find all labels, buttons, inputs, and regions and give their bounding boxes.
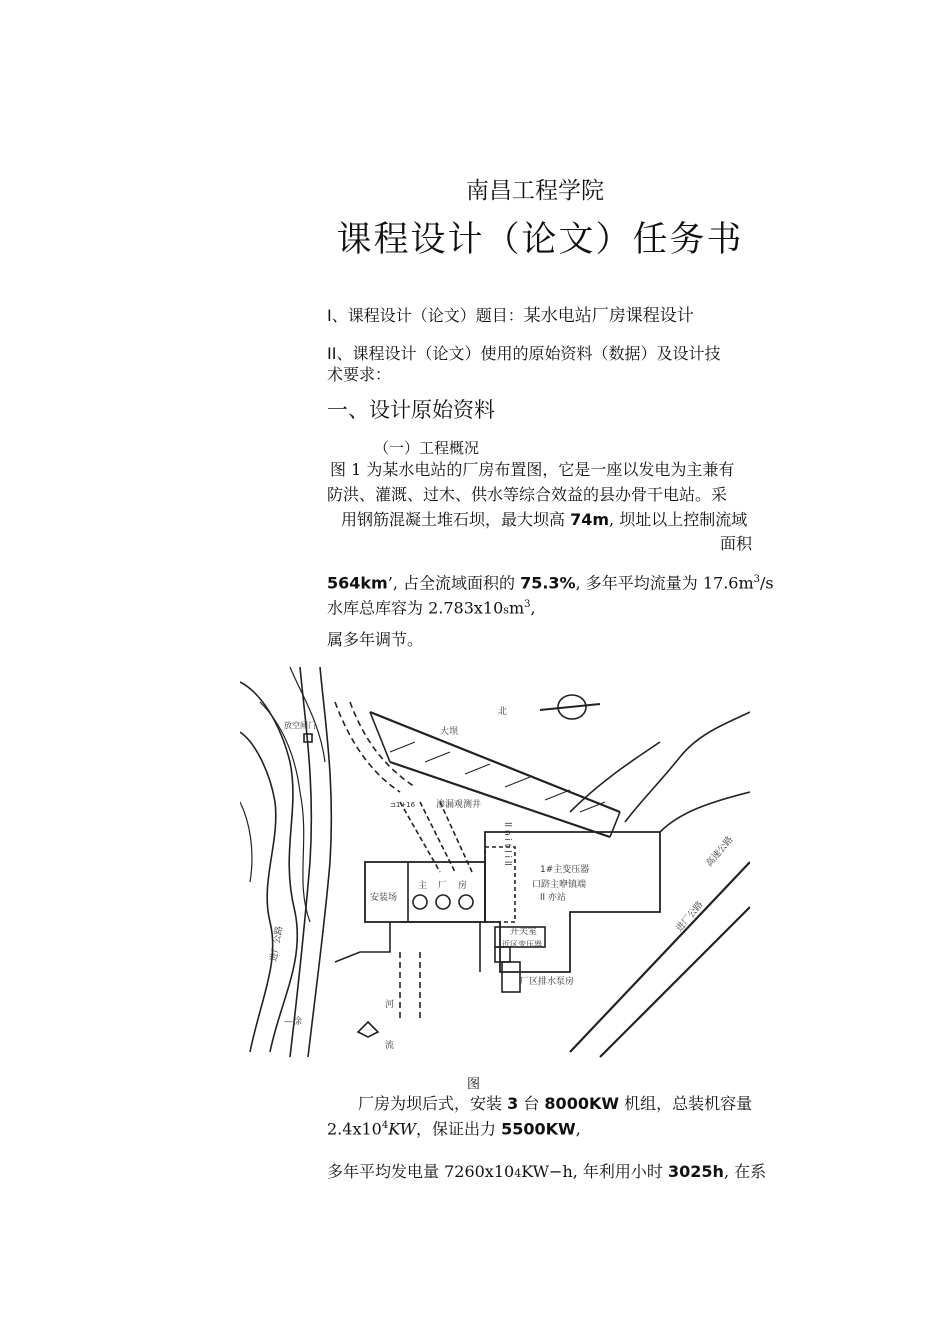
figure-label-switch: 开关室 [510,927,538,937]
para-2: 564km’, 占全流域面积的 75.3%, 多年平均流量为 $17.6m^3/s$ [327,573,774,593]
school-name: 南昌工程学院 [466,178,604,204]
figure-label-plant-1: 主 [418,881,428,891]
figure-label-plant-3: 房 [458,881,468,891]
document-title: 课程设计（论文）任务书 [336,220,744,260]
para-1-line-4: 面积 [719,534,752,553]
para-1-line-2: 防洪、灌溉、过木、供水等综合效益的县办骨干电站。采 [327,485,728,504]
figure-label-river-2: 流 [385,1041,395,1051]
materials-line-1: II、课程设计（论文）使用的原始资料（数据）及设计技 [327,344,721,363]
figure-label-substation-1: 口跻主咿镇端 [532,880,587,890]
figure-label-road-right-1: 高速公路 [704,834,736,869]
figure-label-dam: 大坝 [440,727,459,737]
figure-label-drainage: 厂区排水泵房 [520,977,575,987]
para-1-line-1: 图 1 为某水电站的厂房布置图，它是一座以发电为主兼有 [330,460,735,479]
figure-label-plant-2: 厂 [438,881,448,891]
figure-label-small: ⊐1+16 [390,801,416,809]
para-5-line-2: $2.4x10^4KW$，保证出力 5500KW, [327,1119,581,1139]
para-6: 多年平均发电量 7260x104KW−h, 年利用小时 3025h, 在系 [327,1162,767,1181]
para-3: 水库总库容为 $2.783x10sm^3$, [327,598,536,618]
figure-label-near-transformer: 近区变压器 [502,940,542,949]
figure-label-road-right-2: 进厂公路 [674,899,706,934]
figure-label-north: 北 [498,707,508,717]
topic-label: I、课程设计（论文）题目： [327,306,524,325]
figure-label-assembly: 安装场 [370,893,398,903]
plant-layout-figure [240,662,750,1062]
section-heading: 一、设计原始资料 [327,398,495,422]
figure-label-spillway: 放空闸门 [284,721,316,730]
materials-line-2: 术要求： [327,365,392,384]
topic-line [327,304,694,328]
figure-caption: 图 [467,1077,481,1092]
figure-label-seepage: 渗漏观测井 [436,800,482,810]
subsection-heading: （一）工程概况 [374,439,480,457]
figure-label-substation-2: ll 亦站 [540,893,566,903]
figure-label-river-1: 河 [385,1000,395,1010]
figure-label-dashed: ll n i t l i ll [502,822,512,866]
topic-value: 某水电站厂房课程设计 [523,306,694,326]
para-5-line-1: 厂房为坝后式，安装 3 台 8000KW 机组，总装机容量 [358,1094,753,1113]
figure-label-transformer: 1#主变压器 [540,865,590,875]
figure-label-access-road: 进厂公路 [269,925,286,963]
para-1-line-3: 用钢筋混凝土堆石坝，最大坝高 74m, 坝址以上控制流域 [341,510,748,529]
para-4: 属多年调节。 [327,630,424,649]
figure-label-road-left: —涂 [284,1017,303,1027]
